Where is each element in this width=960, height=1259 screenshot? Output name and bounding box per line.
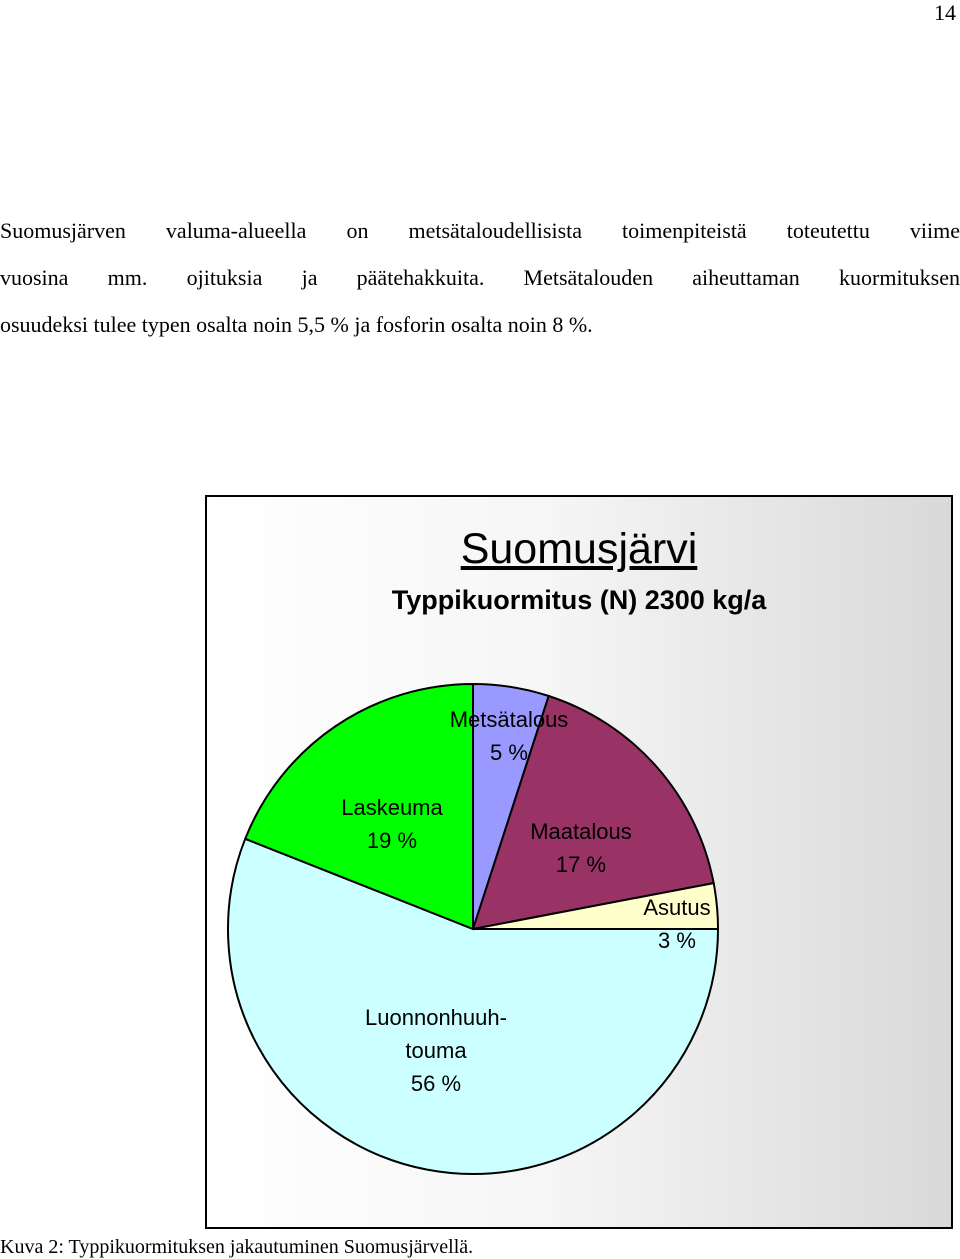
slice-label-maatalous: Maatalous 17 % xyxy=(530,819,632,877)
paragraph-line: vuosina mm. ojituksia ja päätehakkuita. Metsätalouden aiheuttaman kuormituksen xyxy=(0,265,960,290)
slice-label-asutus: Asutus 3 % xyxy=(643,895,711,953)
slice-label-laskeuma: Laskeuma 19 % xyxy=(341,795,443,853)
slice-label-luonnonhuuhtouma: Luonnonhuuh-touma 56 % xyxy=(365,1005,507,1096)
paragraph-line: Suomusjärven valuma-alueella on metsätaloudellisista toimenpiteistä toteutettu viime xyxy=(0,218,960,243)
page-number: 14 xyxy=(934,0,956,25)
chart-area xyxy=(205,495,953,1229)
paragraph-line: osuudeksi tulee typen osalta noin 5,5 % ja fosforin osalta noin 8 %. xyxy=(0,312,593,337)
body-paragraph xyxy=(0,207,960,348)
chart-subtitle: Typpikuormitus (N) 2300 kg/a xyxy=(391,585,767,615)
chart-title: Suomusjärvi xyxy=(460,525,698,573)
figure-caption: Kuva 2: Typpikuormituksen jakautuminen Suomusjärvellä. xyxy=(0,1236,474,1258)
slice-label-metsätalous: Metsätalous 5 % xyxy=(449,707,569,765)
pie-chart xyxy=(207,497,951,1227)
